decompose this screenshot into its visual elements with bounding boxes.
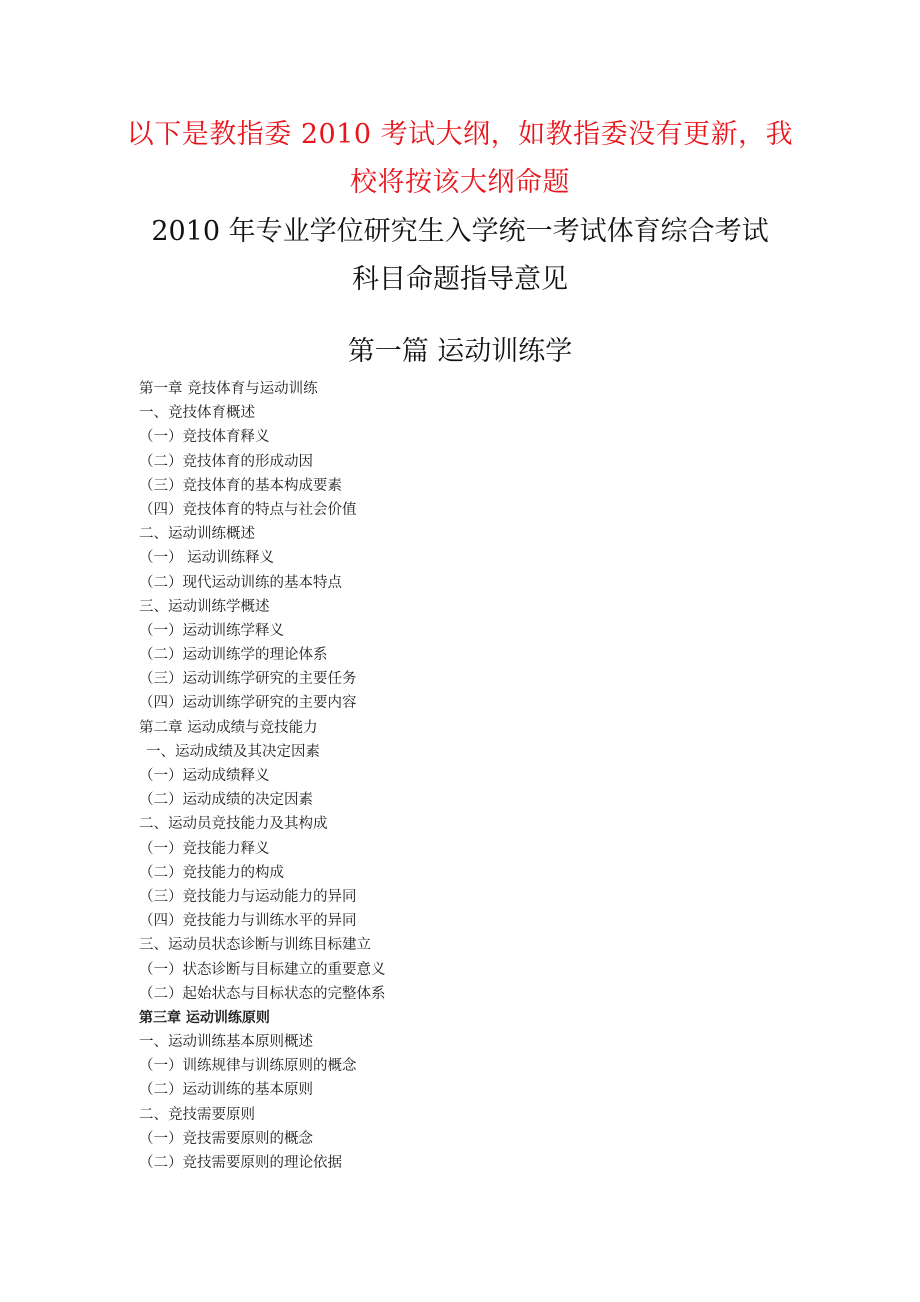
subsection-item: （一）竞技能力释义 xyxy=(139,840,270,857)
section-heading: 三、运动训练学概述 xyxy=(139,598,270,615)
notice-line-2: 校将按该大纲命题 xyxy=(350,167,570,198)
subsection-item: （一）竞技需要原则的概念 xyxy=(139,1130,313,1147)
subsection-item: （一）训练规律与训练原则的概念 xyxy=(139,1058,357,1075)
subsection-item: （二）现代运动训练的基本特点 xyxy=(139,574,342,591)
subsection-item: （二）竞技体育的形成动因 xyxy=(139,453,313,470)
subsection-item: （一） 运动训练释义 xyxy=(139,550,275,567)
title-line-2: 科目命题指导意见 xyxy=(352,264,568,295)
section-heading: 二、竞技需要原则 xyxy=(139,1106,255,1123)
title-line-1: 2010 年专业学位研究生入学统一考试体育综合考试 xyxy=(151,216,769,247)
chapter-heading: 第一章 竞技体育与运动训练 xyxy=(139,381,318,397)
part-title: 第一篇 运动训练学 xyxy=(347,336,573,367)
subsection-item: （二）竞技能力的构成 xyxy=(139,864,284,881)
subsection-item: （四）运动训练学研究的主要内容 xyxy=(139,695,357,712)
section-heading: 一、竞技体育概述 xyxy=(139,405,255,422)
document-title xyxy=(100,208,820,304)
subsection-item: （二）运动训练的基本原则 xyxy=(139,1082,313,1099)
chapter-heading: 第二章 运动成绩与竞技能力 xyxy=(139,719,318,736)
subsection-item: （三）竞技体育的基本构成要素 xyxy=(139,477,342,494)
section-heading: 一、运动训练基本原则概述 xyxy=(139,1034,313,1051)
subsection-item: （四）竞技体育的特点与社会价值 xyxy=(139,501,357,518)
subsection-item: （三）运动训练学研究的主要任务 xyxy=(139,671,357,688)
section-heading: 二、运动训练概述 xyxy=(139,526,255,543)
subsection-item: （一）状态诊断与目标建立的重要意义 xyxy=(139,961,386,978)
subsection-item: （一）竞技体育释义 xyxy=(139,429,270,446)
subsection-item: （二）运动训练学的理论体系 xyxy=(139,647,328,664)
notice-line-1: 以下是教指委 2010 考试大纲，如教指委没有更新，我 xyxy=(126,119,794,150)
notice-heading xyxy=(100,111,820,207)
subsection-item: （二）运动成绩的决定因素 xyxy=(139,792,313,809)
subsection-item: （二）起始状态与目标状态的完整体系 xyxy=(139,985,386,1002)
section-heading: 三、运动员状态诊断与训练目标建立 xyxy=(139,937,371,954)
section-heading: 一、运动成绩及其决定因素 xyxy=(146,743,320,760)
chapter-heading-bold: 第三章 运动训练原则 xyxy=(139,1009,270,1026)
outline-list xyxy=(139,377,779,1175)
subsection-item: （四）竞技能力与训练水平的异同 xyxy=(139,913,357,930)
subsection-item: （一）运动训练学释义 xyxy=(139,622,284,639)
section-heading: 二、运动员竞技能力及其构成 xyxy=(139,816,328,833)
subsection-item: （二）竞技需要原则的理论依据 xyxy=(139,1155,342,1171)
subsection-item: （三）竞技能力与运动能力的异同 xyxy=(139,888,357,905)
subsection-item: （一）运动成绩释义 xyxy=(139,768,270,784)
